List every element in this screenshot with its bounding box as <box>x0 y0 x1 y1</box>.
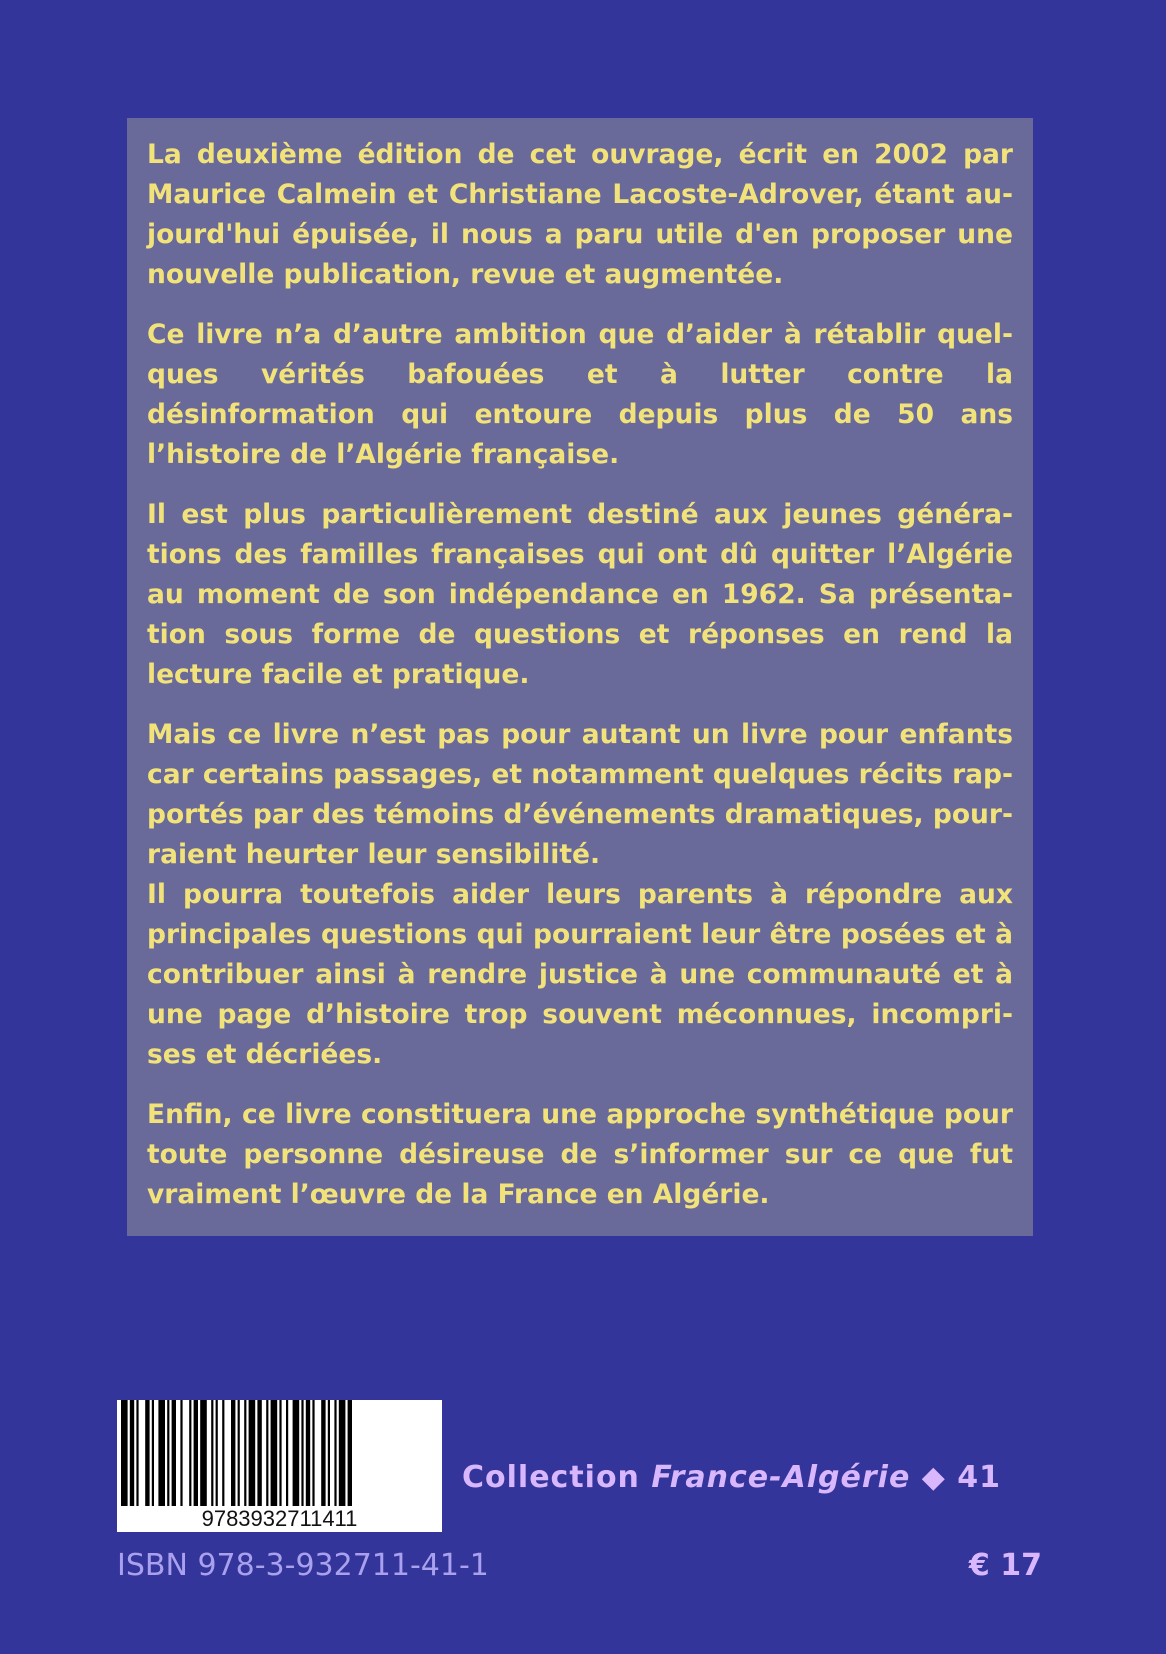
paragraph-edition: La deuxième édition de cet ouvrage, écrit en 2002 par Maurice Calmein et Christiane Lacoste-Adrover, étant aujourd'hui épuisée, il nous a paru utile d'en proposer une nouvelle publication, revue et augmentée. <box>147 139 1013 290</box>
barcode-bar <box>312 1400 314 1506</box>
barcode-bar <box>152 1400 154 1506</box>
barcode <box>117 1400 442 1532</box>
barcode-bar <box>249 1400 256 1506</box>
paragraph-parents: Il pourra toutefois aider leurs parents à répondre aux principales questions qui pourraient leur être posées et à contribuer ainsi à rendre justice à une communauté et à une page d’histoire trop souvent méconnues, incomprises et décriées. <box>147 879 1013 1070</box>
paragraph-warning: Mais ce livre n’est pas pour autant un livre pour enfants car certains passages, et notamment quelques récits rapportés par des témoins d’événements dramatiques, pourraient heurter leur sensibilité. <box>147 719 1013 870</box>
paragraph-conclusion: Enfin, ce livre constituera une approche synthétique pour toute personne désireuse de s’informer sur ce que fut vraiment l’œuvre de la France en Algérie. <box>147 1099 1013 1210</box>
barcode-bar <box>321 1400 325 1506</box>
barcode-bar <box>238 1400 240 1506</box>
paragraph-ambition: Ce livre n’a d’autre ambition que d’aider à rétablir quelques vérités bafouées et à lutter contre la désinformation qui entoure depuis plus de 50 ans l’histoire de l’Algérie française. <box>147 319 1013 470</box>
barcode-bar <box>180 1400 182 1506</box>
barcode-bar <box>222 1400 224 1506</box>
barcode-bar <box>286 1400 288 1506</box>
barcode-bars <box>120 1400 439 1506</box>
barcode-bar <box>136 1400 138 1506</box>
barcode-bar <box>216 1400 218 1506</box>
barcode-bar <box>189 1400 191 1506</box>
barcode-bar <box>172 1400 176 1506</box>
diamond-icon: ◆ <box>921 1460 946 1495</box>
barcode-bar <box>121 1400 128 1506</box>
barcode-bar <box>339 1400 346 1506</box>
barcode-bar <box>200 1400 207 1506</box>
barcode-bar <box>211 1400 213 1506</box>
paragraph-audience: Il est plus particulièrement destiné aux jeunes générations des familles françaises qui ont dû quitter l’Algérie au moment de son indépendance en 1962. Sa présentation sous forme de questions et réponses en rend la lecture facile et pratique. <box>147 499 1013 690</box>
barcode-bar <box>244 1400 246 1506</box>
collection-series-title: France-Algérie <box>651 1460 911 1495</box>
barcode-bar <box>348 1400 352 1506</box>
barcode-bar <box>266 1400 268 1506</box>
collection-number: 41 <box>957 1460 1002 1495</box>
collection-prefix: Collection <box>462 1460 640 1495</box>
price-label: € 17 <box>968 1548 1042 1583</box>
barcode-bar <box>145 1400 149 1506</box>
barcode-bar <box>301 1400 303 1506</box>
barcode-bar <box>130 1400 134 1506</box>
isbn-label: ISBN 978-3-932711-41-1 <box>117 1548 489 1583</box>
barcode-bar <box>194 1400 198 1506</box>
barcode-bar <box>334 1400 336 1506</box>
barcode-bar <box>306 1400 310 1506</box>
barcode-bar <box>328 1400 330 1506</box>
collection-line <box>462 1460 1001 1495</box>
barcode-bar <box>293 1400 300 1506</box>
barcode-bar <box>158 1400 165 1506</box>
barcode-bar <box>167 1400 169 1506</box>
barcode-bar <box>257 1400 261 1506</box>
barcode-bar <box>231 1400 235 1506</box>
barcode-bar <box>271 1400 278 1506</box>
barcode-digits: 9783932711411 <box>117 1506 442 1532</box>
back-cover-text-panel <box>127 118 1033 1236</box>
barcode-bar <box>279 1400 281 1506</box>
